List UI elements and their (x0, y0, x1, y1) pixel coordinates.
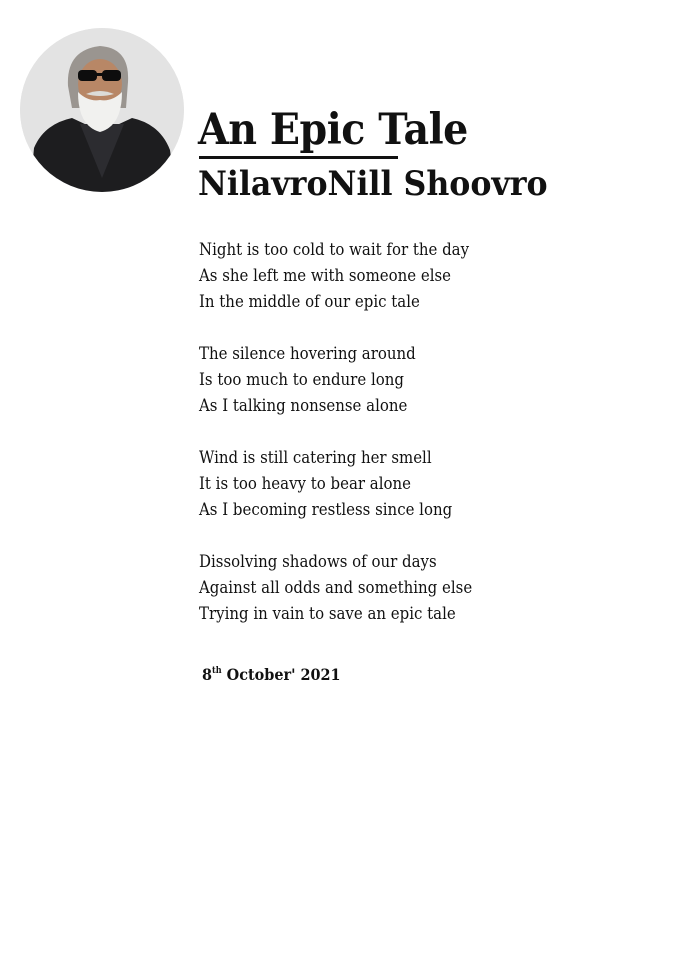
poem-line: It is too heavy to bear alone (199, 474, 411, 494)
poem-line: As I talking nonsense alone (199, 396, 408, 416)
date-suffix: th (212, 666, 222, 676)
poem-line: Dissolving shadows of our days (199, 552, 437, 572)
stanza-1 (199, 237, 679, 315)
poem-line: Wind is still catering her smell (199, 448, 432, 468)
poem-line: As she left me with someone else (199, 266, 452, 286)
poem-line: In the middle of our epic tale (199, 292, 420, 312)
poem-body (199, 237, 679, 653)
author-name: NilavroNill Shoovro (198, 164, 548, 204)
poem-line: Is too much to endure long (199, 370, 404, 390)
poem-line: Night is too cold to wait for the day (199, 240, 470, 260)
date-day: 8 (202, 665, 213, 684)
poem-line: As I becoming restless since long (199, 500, 453, 520)
title-underline (199, 156, 398, 159)
poem-date (202, 662, 341, 688)
poem-line: The silence hovering around (199, 344, 416, 364)
stanza-4 (199, 549, 679, 627)
author-portrait-image (20, 28, 184, 192)
poem-title: An Epic Tale (198, 105, 468, 155)
stanza-2 (199, 341, 679, 419)
poem-line: Trying in vain to save an epic tale (199, 604, 456, 624)
poem-line: Against all odds and something else (199, 578, 473, 598)
date-rest: October' 2021 (226, 665, 341, 684)
author-portrait (20, 28, 184, 192)
stanza-3 (199, 445, 679, 523)
